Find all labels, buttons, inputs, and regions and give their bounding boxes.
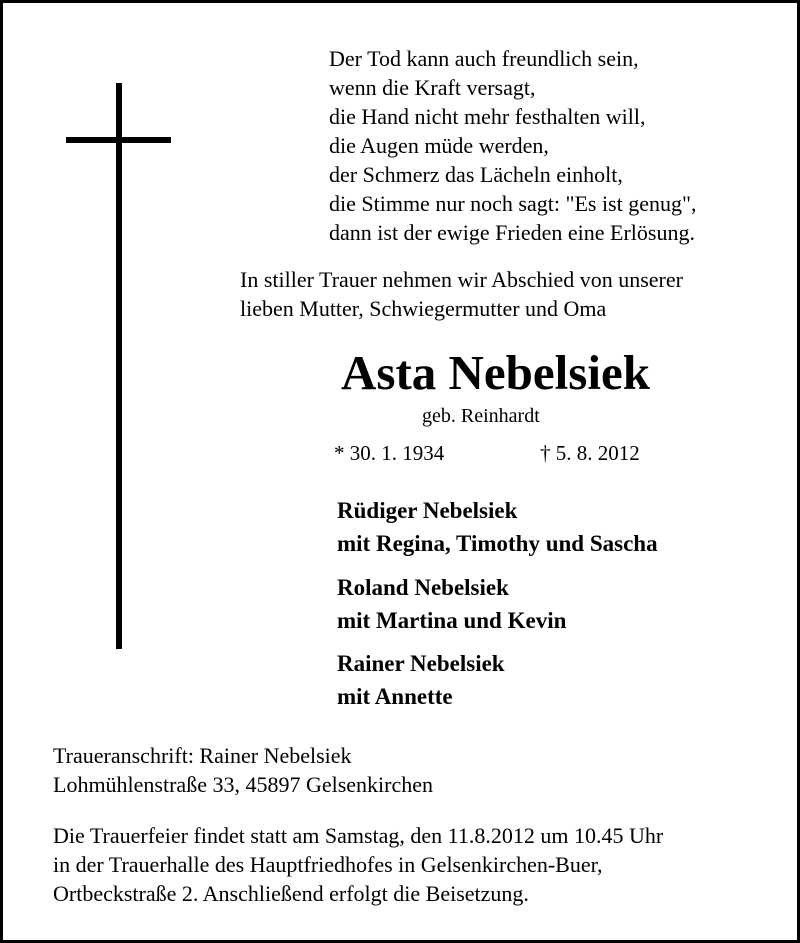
family-relatives: mit Martina und Kevin xyxy=(337,608,567,633)
poem-line: Der Tod kann auch freundlich sein, xyxy=(329,46,639,71)
poem-line: dann ist der ewige Frieden eine Erlösung. xyxy=(329,220,695,245)
funeral-service-info xyxy=(53,821,663,908)
family-relatives: mit Annette xyxy=(337,684,453,709)
family-member: Rainer Nebelsiek xyxy=(337,651,505,676)
cross-icon-vertical-bar xyxy=(116,83,122,649)
deceased-name: Asta Nebelsiek xyxy=(341,345,650,400)
maiden-name: geb. Reinhardt xyxy=(422,405,540,427)
poem xyxy=(329,44,696,247)
address-line: Traueranschrift: Rainer Nebelsiek xyxy=(53,743,352,768)
cross-icon-horizontal-bar xyxy=(66,137,171,143)
family-group-2 xyxy=(337,571,566,637)
family-member: Roland Nebelsiek xyxy=(337,575,509,600)
family-relatives: mit Regina, Timothy und Sascha xyxy=(337,531,658,556)
service-line: Ortbeckstraße 2. Anschließend erfolgt die Beisetzung. xyxy=(53,881,529,906)
intro-line: In stiller Trauer nehmen wir Abschied von unserer xyxy=(240,267,683,292)
birth-date: * 30. 1. 1934 xyxy=(334,441,445,465)
service-line: in der Trauerhalle des Hauptfriedhofes in Gelsenkirchen-Buer, xyxy=(53,852,603,877)
poem-line: die Stimme nur noch sagt: "Es ist genug", xyxy=(329,191,697,216)
poem-line: die Augen müde werden, xyxy=(329,133,549,158)
mourning-address xyxy=(53,741,433,799)
family-member: Rüdiger Nebelsiek xyxy=(337,498,518,523)
poem-line: wenn die Kraft versagt, xyxy=(329,75,536,100)
family-group-1 xyxy=(337,494,658,560)
address-line: Lohmühlenstraße 33, 45897 Gelsenkirchen xyxy=(53,772,434,797)
poem-line: die Hand nicht mehr festhalten will, xyxy=(329,104,646,129)
service-line: Die Trauerfeier findet statt am Samstag, den 11.8.2012 um 10.45 Uhr xyxy=(53,823,664,848)
family-group-3 xyxy=(337,647,505,713)
intro-line: lieben Mutter, Schwiegermutter und Oma xyxy=(240,296,607,321)
death-date: † 5. 8. 2012 xyxy=(540,441,640,465)
poem-line: der Schmerz das Lächeln einholt, xyxy=(329,162,623,187)
intro-text xyxy=(240,265,683,323)
